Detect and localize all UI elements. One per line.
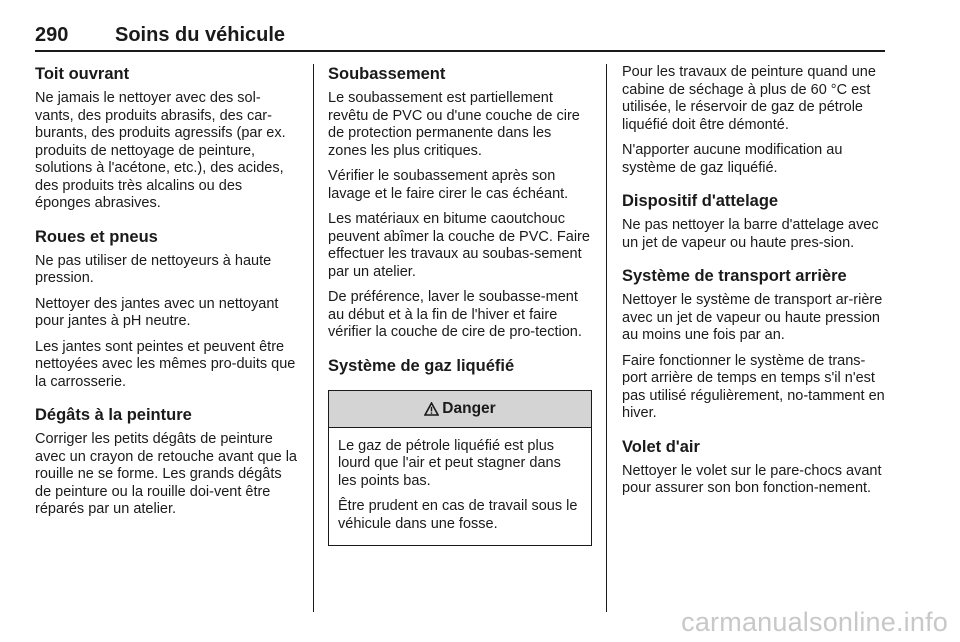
paragraph: N'apporter aucune modification au système de gaz liquéfié.: [622, 142, 843, 176]
section-degats-peinture: [35, 405, 299, 519]
paragraph: Nettoyer le volet sur le pare-chocs avant pour assurer son bon fonction-nement.: [622, 462, 882, 496]
paragraph: Être prudent en cas de travail sous le véhicule dans une fosse.: [338, 498, 578, 532]
danger-header: [329, 391, 591, 428]
paragraph: Ne pas utiliser de nettoyeurs à haute pression.: [35, 252, 272, 286]
section-roues-et-pneus: [35, 227, 299, 392]
paragraph: Ne jamais le nettoyer avec des sol-vants, des produits abrasifs, des car-burants, des produits agressifs (par ex. produits de nettoyage de peinture, solutions à l'acétone, etc.), des acides, des produits très alcalins ou des éponges abrasives.: [35, 90, 286, 211]
section-heading: Dégâts à la peinture: [35, 406, 192, 424]
section-toit-ouvrant: [35, 64, 299, 213]
column-divider-1: [313, 64, 314, 612]
column-1: [35, 64, 299, 533]
warning-triangle-icon: [424, 402, 439, 416]
paragraph: Les jantes sont peintes et peuvent être nettoyées avec les mêmes pro-duits que la carrosserie.: [35, 338, 296, 390]
paragraph: Pour les travaux de peinture quand une cabine de séchage à plus de 60 °C est utilisée, le réservoir de gaz de pétrole liquéfié doit être démonté.: [622, 64, 876, 133]
section-dispositif-attelage: [622, 191, 886, 252]
section-transport-arriere: [622, 266, 886, 423]
page-number: 290: [35, 24, 69, 46]
section-soubassement: [328, 64, 592, 342]
section-gaz-suite: [622, 64, 886, 177]
section-heading: Soubassement: [328, 65, 446, 83]
column-divider-2: [606, 64, 607, 612]
section-heading: Roues et pneus: [35, 227, 158, 246]
paragraph: Faire fonctionner le système de trans-port arrière de temps en temps s'il n'est pas utilisé régulièrement, no-tamment en hiver.: [622, 352, 885, 421]
danger-callout: [328, 390, 592, 547]
section-heading: Dispositif d'attelage: [622, 192, 779, 210]
section-volet-air: [622, 437, 886, 498]
section-heading: Toit ouvrant: [35, 65, 130, 83]
paragraph: Les matériaux en bitume caoutchouc peuvent abîmer la couche de PVC. Faire effectuer les travaux au soubas-sement par un atelier.: [328, 211, 590, 280]
danger-body: [329, 428, 591, 546]
column-2: [328, 64, 592, 546]
paragraph: Le soubassement est partiellement revêtu de PVC ou d'une couche de cire de protection permanente dans les zones les plus critiques.: [328, 90, 580, 159]
section-gaz-liquefie: [328, 356, 592, 547]
page-title: Soins du véhicule: [115, 24, 286, 46]
paragraph: Nettoyer des jantes avec un nettoyant pour jantes à pH neutre.: [35, 295, 279, 329]
danger-label: Danger: [442, 399, 496, 417]
paragraph: Vérifier le soubassement après son lavage et le faire cirer le cas échéant.: [328, 168, 569, 202]
watermark: carmanualsonline.info: [681, 607, 948, 637]
header-divider: [35, 50, 885, 52]
section-heading: Volet d'air: [622, 437, 700, 456]
paragraph: Corriger les petits dégâts de peinture avec un crayon de retouche avant que la rouille ne se forme. Les grands dégâts de peinture ou la rouille doi-vent être réparés par un atelier.: [35, 431, 297, 517]
paragraph: Nettoyer le système de transport ar-rière avec un jet de vapeur ou haute pression au moins une fois par an.: [622, 292, 883, 343]
column-3: [622, 64, 886, 512]
section-heading: Système de transport arrière: [622, 267, 847, 285]
paragraph: Le gaz de pétrole liquéfié est plus lourd que l'air et peut stagner dans les points bas.: [338, 437, 561, 489]
page-header: [35, 20, 885, 52]
section-heading: Système de gaz liquéfié: [328, 356, 515, 375]
paragraph: De préférence, laver le soubasse-ment au début et à la fin de l'hiver et faire vérifier la couche de cire de pro-tection.: [328, 289, 582, 340]
paragraph: Ne pas nettoyer la barre d'attelage avec un jet de vapeur ou haute pres-sion.: [622, 217, 879, 251]
